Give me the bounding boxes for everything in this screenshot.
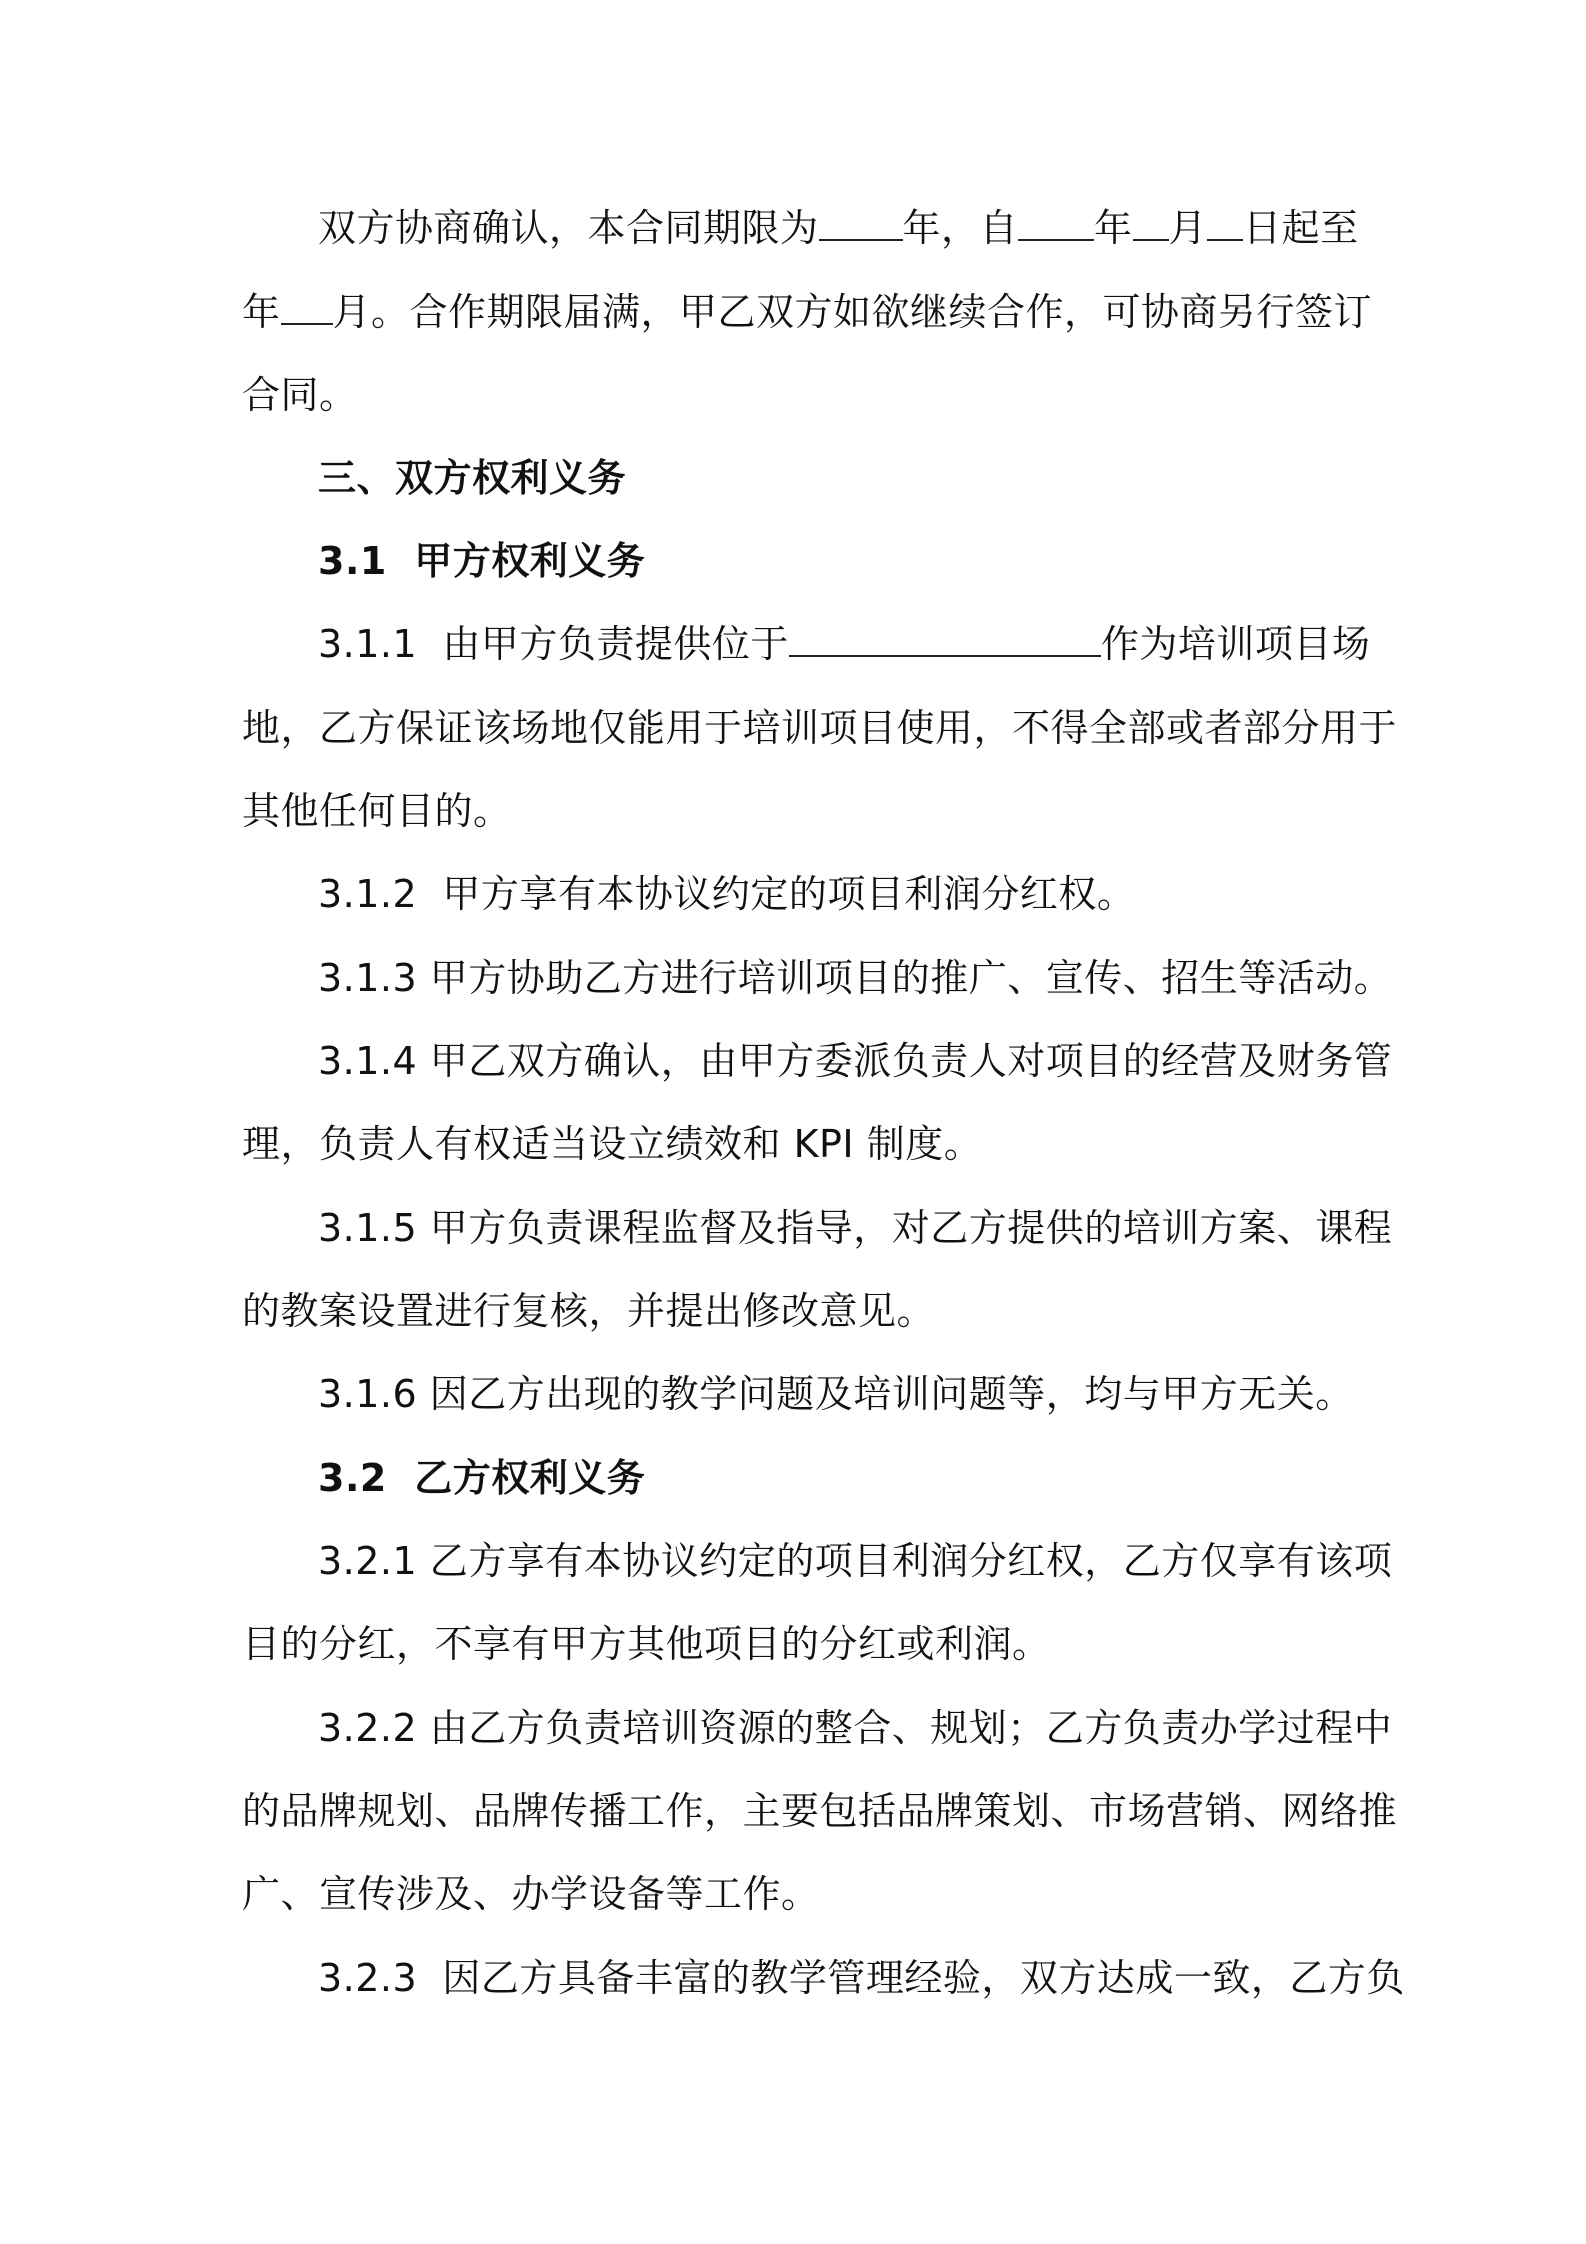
text-run: 月。合作期限届满，甲乙双方如欲继续合作，可协商另行签订 — [332, 290, 1373, 334]
blank-start-year — [1018, 203, 1094, 241]
text-run: 年 — [1094, 206, 1133, 250]
clause-3-1-4-line-2: 理，负责人有权适当设立绩效和 KPI 制度。 — [242, 1122, 983, 1166]
text-run: 月 — [1168, 206, 1208, 250]
clause-3-2-1-line-2: 目的分红，不享有甲方其他项目的分红或利润。 — [242, 1622, 1051, 1666]
term-line-2 — [242, 287, 1373, 337]
term-line-3: 合同。 — [242, 373, 358, 417]
text-run: 年，自 — [902, 206, 1019, 250]
section-heading-3-2: 3.2 乙方权利义务 — [318, 1456, 646, 1500]
section-heading-3: 三、双方权利义务 — [318, 456, 627, 500]
clause-3-1-1-line-2: 地，乙方保证该场地仅能用于培训项目使用，不得全部或者部分用于 — [242, 706, 1398, 750]
text-run: 3.1.1 由甲方负责提供位于 — [318, 622, 789, 666]
text-run: 年 — [242, 290, 281, 334]
blank-start-month — [1133, 203, 1169, 241]
blank-end-month — [281, 287, 333, 325]
clause-3-1-2: 3.1.2 甲方享有本协议约定的项目利润分红权。 — [318, 872, 1136, 916]
clause-3-1-6: 3.1.6 因乙方出现的教学问题及培训问题等，均与甲方无关。 — [318, 1372, 1354, 1416]
clause-3-1-5-line-2: 的教案设置进行复核，并提出修改意见。 — [242, 1289, 936, 1333]
clause-3-2-3-line-1: 3.2.3 因乙方具备丰富的教学管理经验，双方达成一致，乙方负 — [318, 1956, 1405, 2000]
clause-3-2-2-line-3: 广、宣传涉及、办学设备等工作。 — [242, 1872, 820, 1916]
clause-3-1-4-line-1: 3.1.4 甲乙双方确认，由甲方委派负责人对项目的经营及财务管 — [318, 1039, 1393, 1083]
blank-venue-location — [789, 619, 1101, 657]
clause-3-2-1-line-1: 3.2.1 乙方享有本协议约定的项目利润分红权，乙方仅享有该项 — [318, 1539, 1393, 1583]
clause-3-1-3: 3.1.3 甲方协助乙方进行培训项目的推广、宣传、招生等活动。 — [318, 956, 1393, 1000]
term-line-1 — [318, 203, 1362, 253]
clause-3-2-2-line-1: 3.2.2 由乙方负责培训资源的整合、规划；乙方负责办学过程中 — [318, 1706, 1393, 1750]
clause-3-1-1-line-3: 其他任何目的。 — [242, 789, 512, 833]
blank-years — [819, 203, 903, 241]
text-run: 双方协商确认，本合同期限为 — [318, 206, 819, 250]
clause-3-1-1-line-1 — [318, 619, 1371, 669]
text-run: 作为培训项目场 — [1100, 622, 1371, 666]
clause-3-2-2-line-2: 的品牌规划、品牌传播工作，主要包括品牌策划、市场营销、网络推 — [242, 1789, 1398, 1833]
text-run: 日起至 — [1243, 206, 1359, 250]
blank-start-day — [1207, 203, 1243, 241]
clause-3-1-5-line-1: 3.1.5 甲方负责课程监督及指导，对乙方提供的培训方案、课程 — [318, 1206, 1393, 1250]
section-heading-3-1: 3.1 甲方权利义务 — [318, 539, 646, 583]
